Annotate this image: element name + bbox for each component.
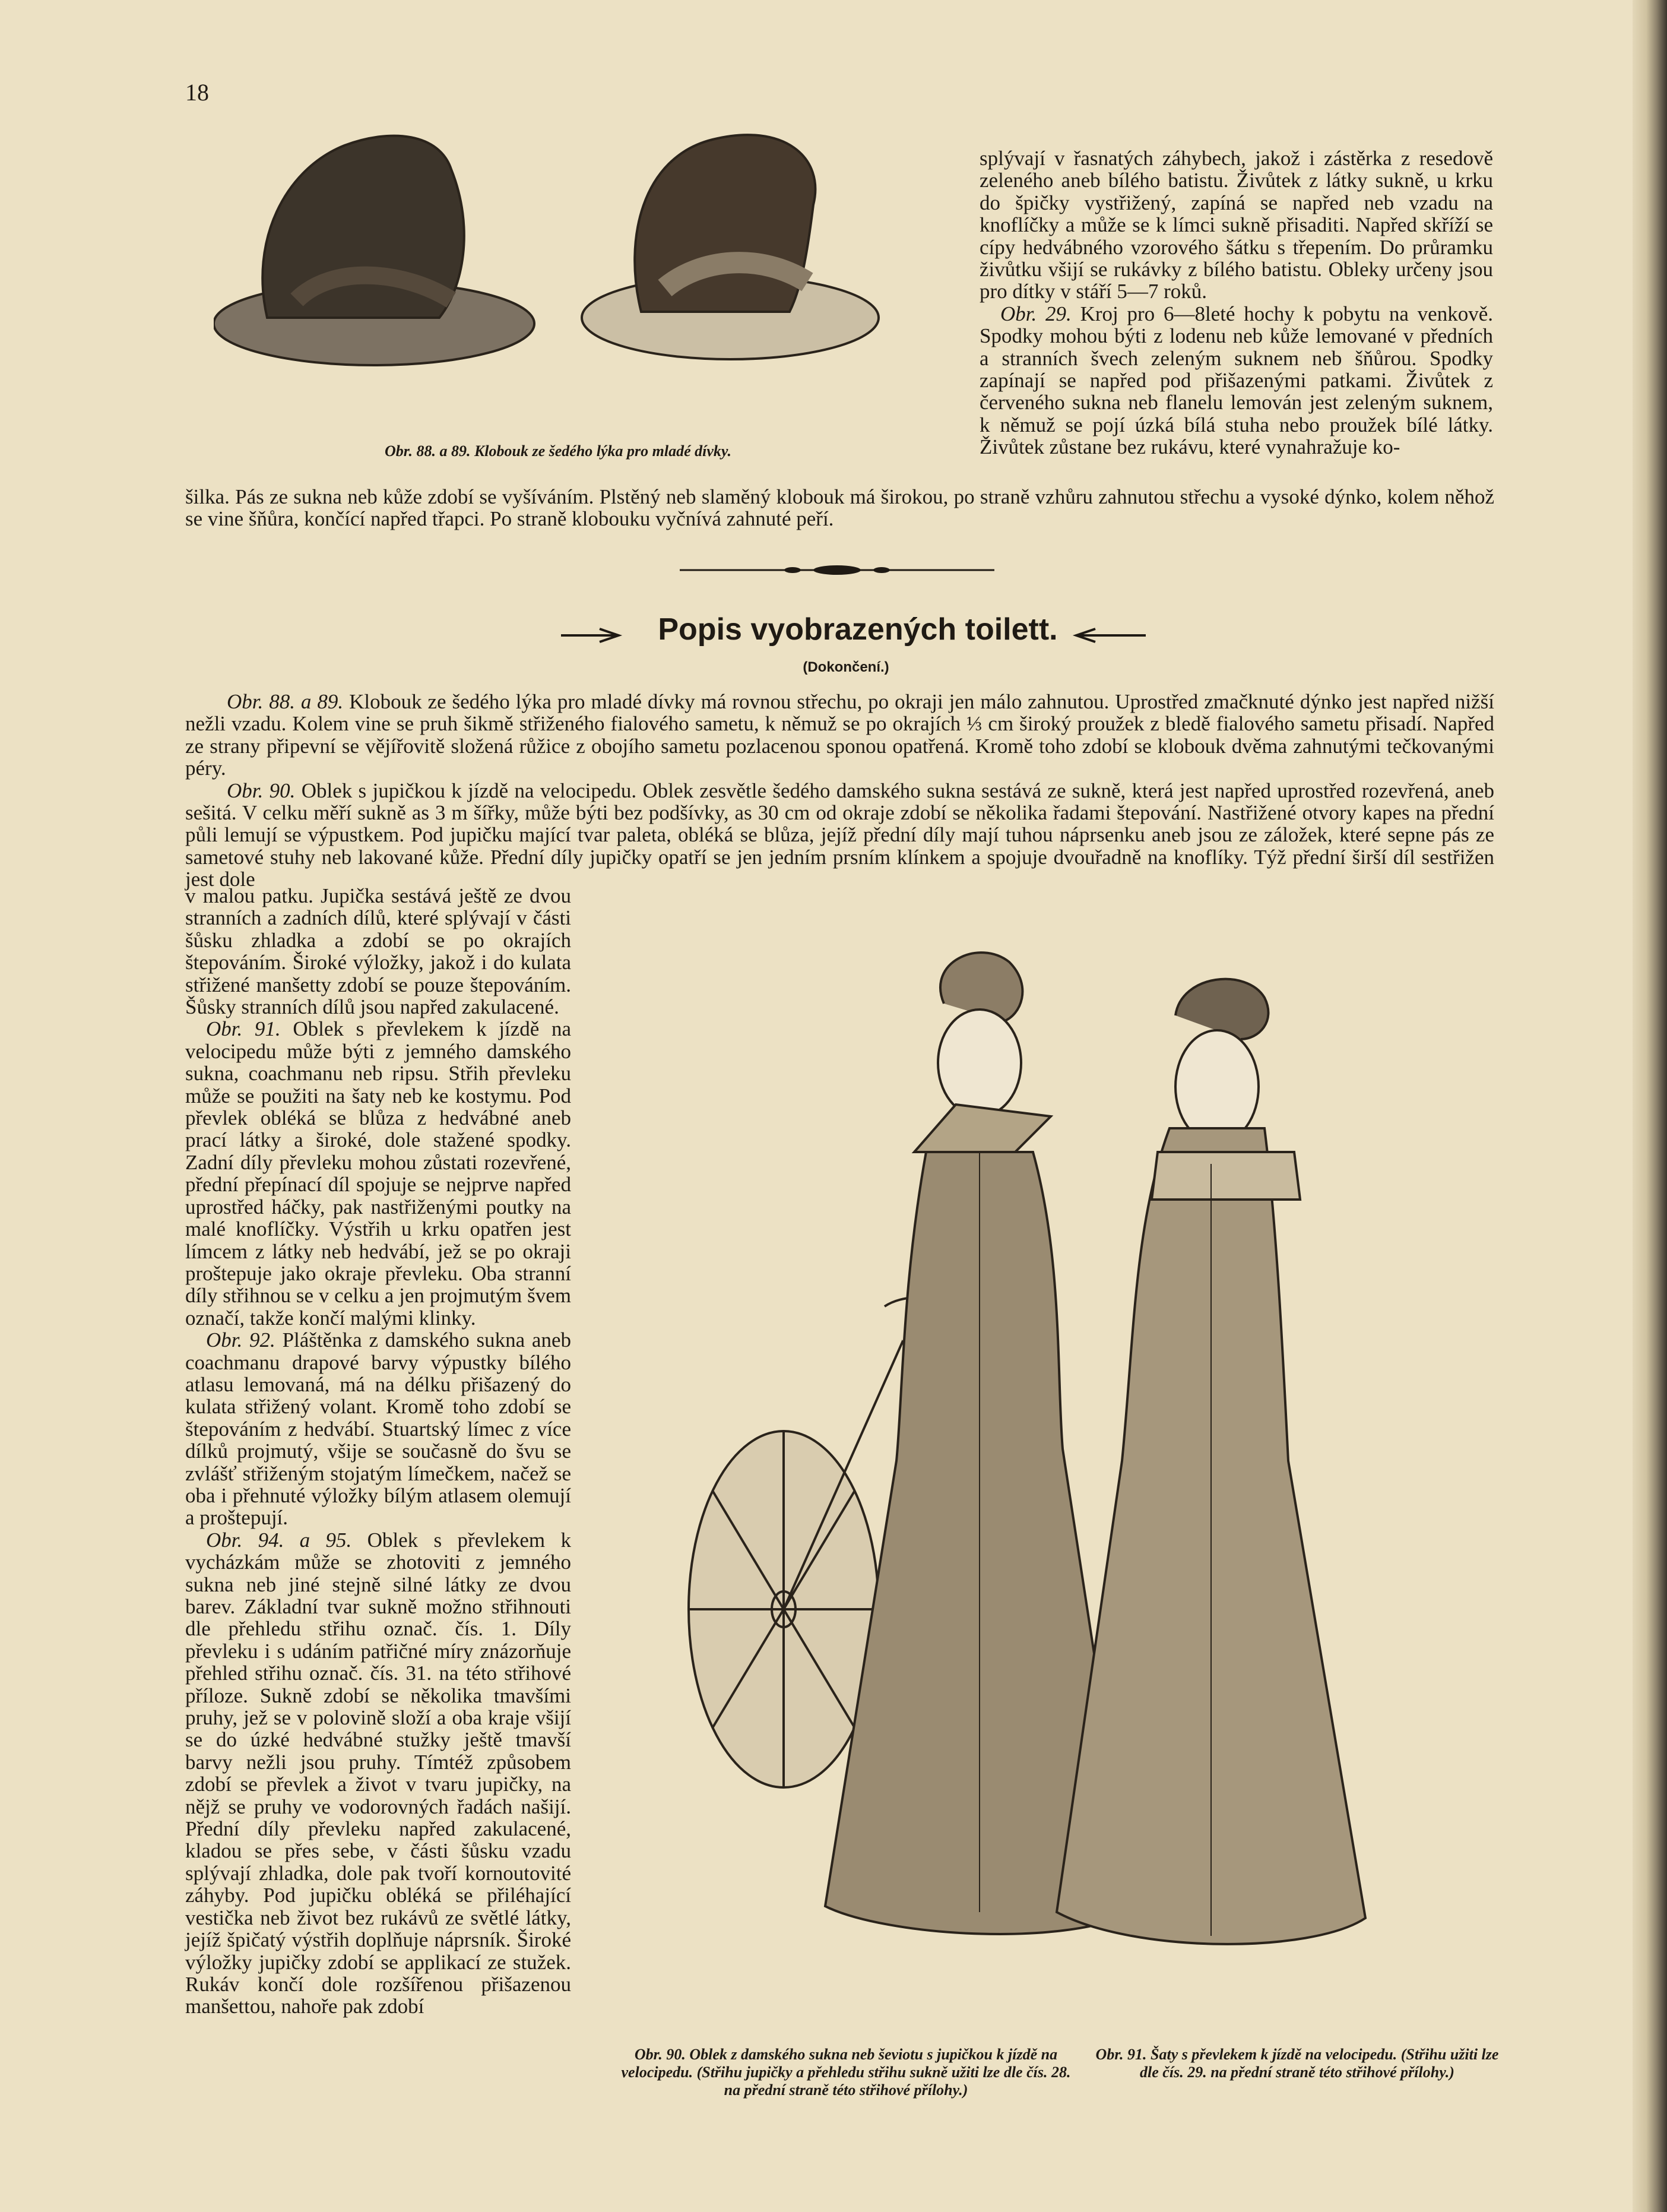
book-spine-edge bbox=[1633, 0, 1667, 2212]
hats-caption: Obr. 88. a 89. Klobouk ze šedého lýka pro mladé dívky. bbox=[384, 442, 731, 460]
figure-ref: Obr. 94. a 95. bbox=[206, 1528, 352, 1552]
paragraph-text: Kroj pro 6—8leté hochy k pobytu na venkově. Spodky mohou býti z lodenu neb kůže lemované v předních a stranních švech zeleným suknem neb šňůrou. Spodky zapínají se napřed pod přišazenými patkami. Živůtek z červeného sukna neb flanelu lemován jest zeleným suknem, k němuž se pojí úzká bílá stuha nebo proužek bílé látky. Živůtek zůstane bez rukávu, které vynahražuje ko- bbox=[980, 302, 1493, 459]
heading-right-arrow bbox=[1072, 626, 1149, 644]
paragraph bbox=[980, 303, 1493, 458]
paragraph bbox=[185, 1018, 571, 1329]
paragraph bbox=[185, 1329, 571, 1529]
section-heading: Popis vyobrazených toilett. bbox=[658, 612, 1058, 647]
figure-ref: Obr. 90. bbox=[227, 779, 296, 802]
left-column bbox=[185, 885, 571, 2018]
wide-paragraphs bbox=[185, 691, 1494, 891]
paragraph-text: Klobouk ze šedého lýka pro mladé dívky má rovnou střechu, po okraji jen málo zahnutou. Uprostřed zmačknuté dýnko jest napřed nižší nežli vzadu. Kolem vine se pruh šikmě střiženého fialového sametu, k němuž se po okrajích ⅓ cm široký proužek z bledě fialového sametu přisadí. Napřed ze strany připevní se vějířovitě složená růžice z obojího sametu pozlacenou sponou opatřená. Kromě toho zdobí se klobouk dvěma zahnutými tečkovanými péry. bbox=[185, 690, 1494, 780]
ornament-divider bbox=[680, 563, 994, 577]
figure-ref: Obr. 88. a 89. bbox=[227, 690, 344, 713]
paragraph bbox=[185, 1529, 571, 2018]
fig90-caption: Obr. 90. Oblek z damského sukna neb ševiotu s jupičkou k jízdě na velocipedu. (Střihu jupičky a přehledu střihu sukně užiti lze dle čís. 28. na přední straně této střihové přílohy.) bbox=[621, 2046, 1071, 2099]
paragraph: splývají v řasnatých záhybech, jakož i zástěrka z resedově zeleného aneb bílého batistu. Živůtek z látky sukně, u krku do špičky vystřižený, zapíná se napřed neb vzadu na knoflíčky a může se k límci sukně přisaditi. Napřed skříží se cípy hedvábného vzorového šátku s třepením. Do průramku živůtku všijí se rukávky z bílého batistu. Obleky určeny jsou pro dítky v stáří 5—7 roků. bbox=[980, 147, 1493, 303]
paragraph: v malou patku. Jupička sestává ještě ze dvou stranních a zadních dílů, které splývají v části šůsku zhladka a zdobí se po okrajích štepováním. Široké výložky, jakož i do kulata střižené manšetty zdobí se pouze štepováním. Šůsky stranních dílů jsou napřed zakulacené. bbox=[185, 884, 571, 1019]
paragraph-text: Pláštěnka z damského sukna aneb coachmanu drapové barvy výpustky bílého atlasu lemovaná, má na délku přišazený do kulata střižený volant. Kromě toho zdobí se štepováním z hedvábí. Stuartský límec z více dílků projmutý, všije se současně do švu se zvlášť střiženým stojatým límečkem, načež se oba i přehnuté výložky bílým atlasem olemují a proštepují. bbox=[185, 1328, 571, 1530]
paragraph bbox=[185, 691, 1494, 780]
fig91-caption: Obr. 91. Šaty s převlekem k jízdě na velocipedu. (Střihu užiti lze dle čís. 29. na přední straně této střihové přílohy.) bbox=[1095, 2046, 1499, 2081]
top-wide-paragraph-tail: šilka. Pás ze sukna neb kůže zdobí se vyšíváním. Plstěný neb slaměný klobouk má širokou, po straně vzhůru zahnutou střechu a vysoké dýnko, kolem něhož se vine šňůra, končící napřed třapci. Po straně klobouku vyčnívá zahnuté peří. bbox=[185, 485, 1494, 531]
top-right-column bbox=[980, 147, 1493, 458]
hats-illustration bbox=[214, 122, 950, 383]
figure-ref: Obr. 29. bbox=[1000, 302, 1072, 325]
figure-ref: Obr. 91. bbox=[206, 1017, 281, 1041]
paragraph-text: Oblek s převlekem k vycházkám může se zhotoviti z jemného sukna neb jiné stejně silné látky ze dvou barev. Základní tvar sukně možno střihnouti dle přehledu střihu označ. čís. 1. Díly převleku i s udáním patřičné míry znázorňuje přehled střihu označ. čís. 31. na této střihové příloze. Sukně zdobí se několika tmavšími pruhy, jež se v polovině složí a oba kraje všijí se do úzké hedvábné stužky ještě tmavší barvy nežli jsou pruhy. Tímtéž způsobem zdobí se převlek a život v tvaru jupičky, na nějž se pruhy ve vodorovných řadách našijí. Přední díly převleku napřed zakulacené, kladou se přes sebe, v části šůsku vzadu splývají zhladka, dole pak tvoří kornoutovité záhyby. Pod jupičku obléká se přiléhající vestička neb život bez rukávů ze světlé látky, jejíž špičatý výstřih doplňuje náprsník. Široké výložky jupičky zdobí se applikací ze stužek. Rukáv končí dole rozšířenou přišazenou manšettou, nahoře pak zdobí bbox=[185, 1528, 571, 2018]
fashion-illustration bbox=[647, 926, 1502, 2037]
page-number: 18 bbox=[185, 79, 209, 106]
figure-ref: Obr. 92. bbox=[206, 1328, 275, 1352]
paragraph bbox=[185, 780, 1494, 891]
paragraph-text: Oblek s jupičkou k jízdě na velocipedu. Oblek zesvětle šedého damského sukna sestává ze sukně, která jest napřed uprostřed rozevřená, aneb sešitá. V celku měří sukně as 3 m šířky, může býti bez podšívky, as 30 cm od okraje zdobí se několika řadami štepování. Nastřižené otvory kapes na přední půli lemují se výpustkem. Pod jupičku mající tvar paleta, obléká se blůza, jejíž přední díly mají tuhou náprsenku aneb jsou ze záložek, které sepne pás ze sametové stuhy neb lakované kůže. Přední díly jupičky opatří se jen jedním prsním klínkem a spojuje dvouřadně na knoflíky. Týž přední širší díl sestřižen jest dole bbox=[185, 779, 1494, 891]
paragraph-text: Oblek s převlekem k jízdě na velocipedu může býti z jemného damského sukna, coachmanu neb ripsu. Střih převleku může se použiti na šaty neb ke kostymu. Pod převlek obléká se blůza z hedvábné aneb prací látky a široké, dole stažené spodky. Zadní díly převleku mohou zůstati rozevřené, přední přepínací díl spojuje se nejprve napřed uprostřed háčky, pak nastřiženými poutky na malé knoflíčky. Výstřih u krku opatřen jest límcem z látky neb hedvábí, jež se po okraji proštepuje jako okraje převleku. Oba stranní díly střihnou se v celku a jen projmutým švem označí, takže končí malými klinky. bbox=[185, 1017, 571, 1330]
section-subtitle: (Dokončení.) bbox=[803, 659, 889, 675]
